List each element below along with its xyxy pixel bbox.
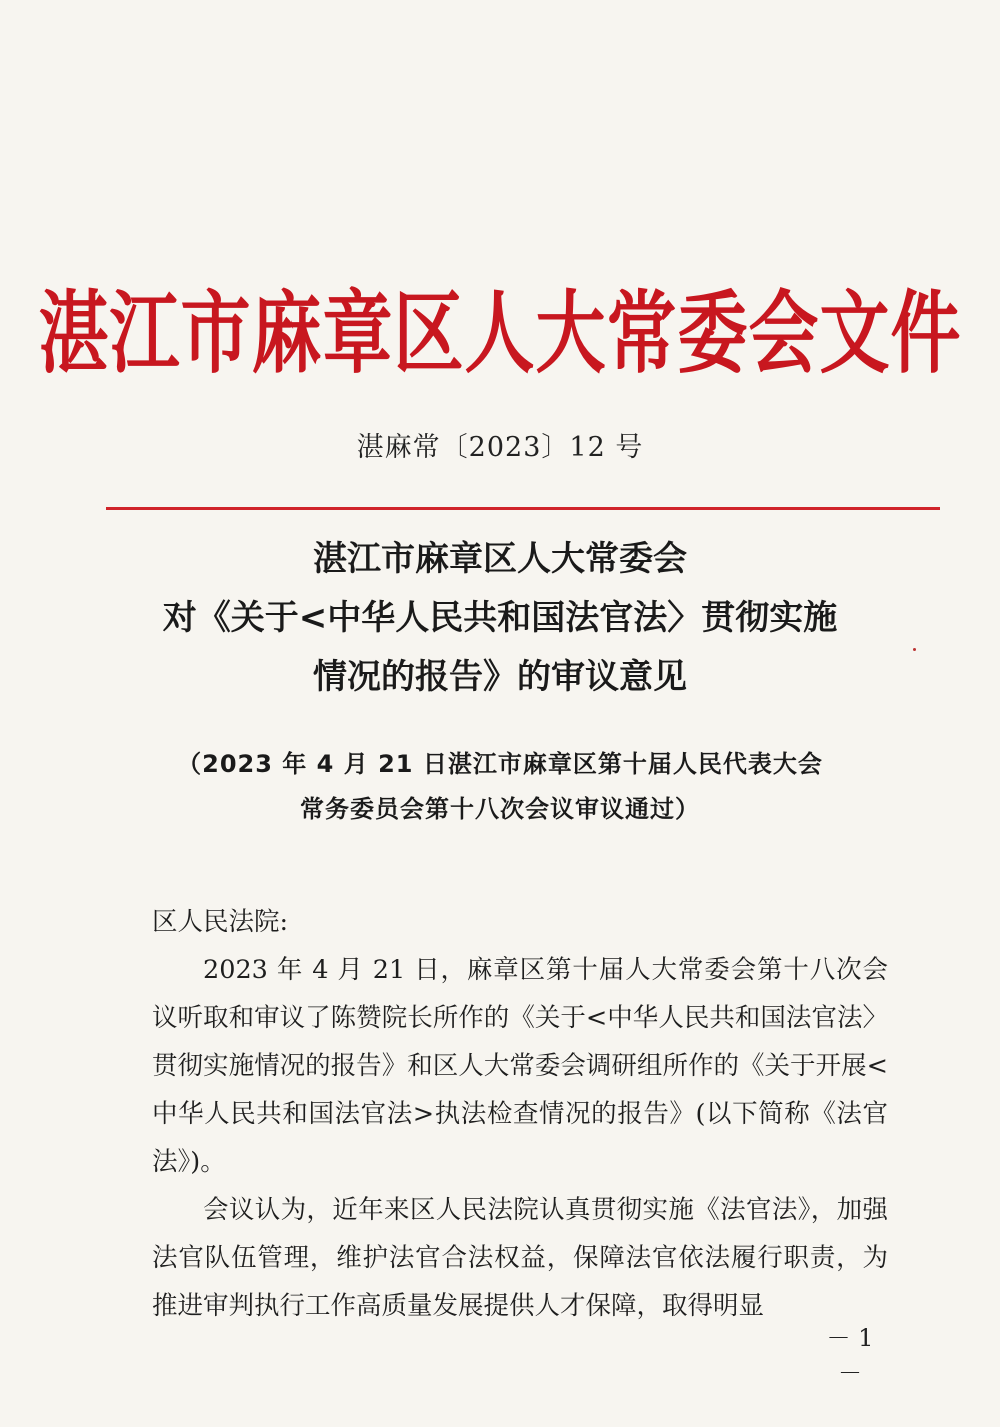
- document-body: [152, 898, 888, 1330]
- salutation: 区人民法院:: [152, 907, 289, 937]
- document-title: [0, 530, 1000, 707]
- title-line-3: 情况的报告》的审议意见: [313, 657, 687, 697]
- page-number: － 1 －: [826, 1324, 874, 1387]
- red-separator-line: [106, 507, 940, 510]
- document-number: 湛麻常〔2023〕12 号: [356, 432, 644, 463]
- title-line-2: 对《关于<中华人民共和国法官法〉贯彻实施: [162, 598, 838, 638]
- scan-speck: [913, 648, 916, 651]
- adoption-note: [0, 742, 1000, 832]
- adoption-note-line-2: 常务委员会第十八次会议审议通过）: [300, 795, 700, 823]
- body-paragraph-1: 2023 年 4 月 21 日，麻章区第十届人大常委会第十八次会议听取和审议了陈赞院长所作的《关于<中华人民共和国法官法〉贯彻实施情况的报告》和区人大常委会调研组所作的《关于开展<中华人民共和国法官法>执法检查情况的报告》(以下简称《法官法》)。: [152, 955, 888, 1177]
- body-paragraph-2: 会议认为，近年来区人民法院认真贯彻实施《法官法》，加强法官队伍管理，维护法官合法权益，保障法官依法履行职责，为推进审判执行工作高质量发展提供人才保障，取得明显: [152, 1195, 888, 1321]
- adoption-note-line-1: （2023 年 4 月 21 日湛江市麻章区第十届人民代表大会: [177, 750, 823, 778]
- title-line-1: 湛江市麻章区人大常委会: [313, 539, 687, 579]
- masthead-title: 湛江市麻章区人大常委会文件: [38, 281, 962, 387]
